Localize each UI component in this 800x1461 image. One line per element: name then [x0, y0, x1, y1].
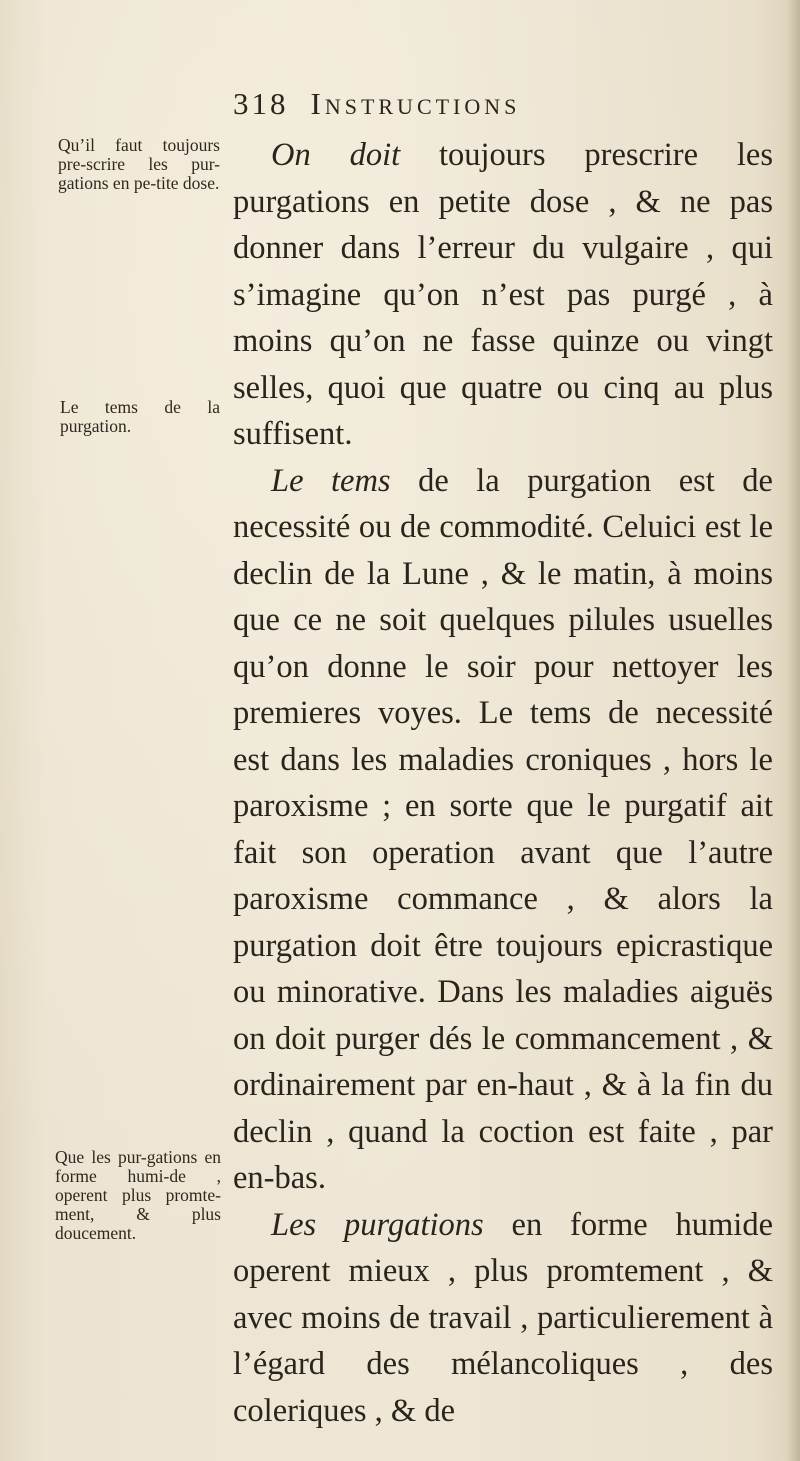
- paragraph-lead: Les purgations: [271, 1206, 484, 1243]
- running-header: [233, 86, 520, 122]
- page-number: 318: [233, 86, 289, 121]
- paragraph-humid-form: [233, 1202, 773, 1435]
- paragraph-dose: [233, 132, 773, 458]
- paragraph-text: de la purgation est de necessité ou de commodité. Celuici est le declin de la Lune , & le matin, à moins que ce ne soit quelques pilules usuelles qu’on donne le soir pour nettoyer les premieres voyes. Le tems de necessité est dans les maladies croniques , hors le paroxisme ; en sorte que le purgatif ait fait son operation avant que l’autre paroxisme commance , & alors la purgation doit être toujours epicrastique ou minorative. Dans les maladies aiguës on doit purger dés le commancement , & ordinairement par en-haut , & à la fin du declin , quand la coction est faite , par en-bas.: [233, 462, 773, 1196]
- page-edge-shadow: [786, 0, 800, 1461]
- paragraph-timing: [233, 458, 773, 1202]
- running-title: Instructions: [310, 86, 521, 121]
- margin-note-prescription: Qu’il faut toujours pre-scrire les pur-gations en pe-tite dose.: [58, 135, 220, 193]
- paragraph-lead: On doit: [271, 137, 401, 173]
- margin-note-timing: Le tems de la purgation.: [60, 397, 220, 436]
- paragraph-lead: Le tems: [271, 462, 391, 499]
- paragraph-text: en forme humide operent mieux , plus promtement , & avec moins de travail , particulierement à l’égard des mélancoliques , des coleriques , & de: [233, 1206, 773, 1429]
- margin-note-humid-form: Que les pur-gations en forme humi-de , operent plus promte-ment, & plus doucement.: [55, 1147, 221, 1243]
- paragraph-text: toujours prescrire les purgations en petite dose , & ne pas donner dans l’erreur du vulgaire , qui s’imagine qu’on n’est pas purgé , à moins qu’on ne fasse quinze ou vingt selles, quoi que quatre ou cinq au plus suffisent.: [233, 137, 773, 452]
- body-text: [233, 132, 773, 1434]
